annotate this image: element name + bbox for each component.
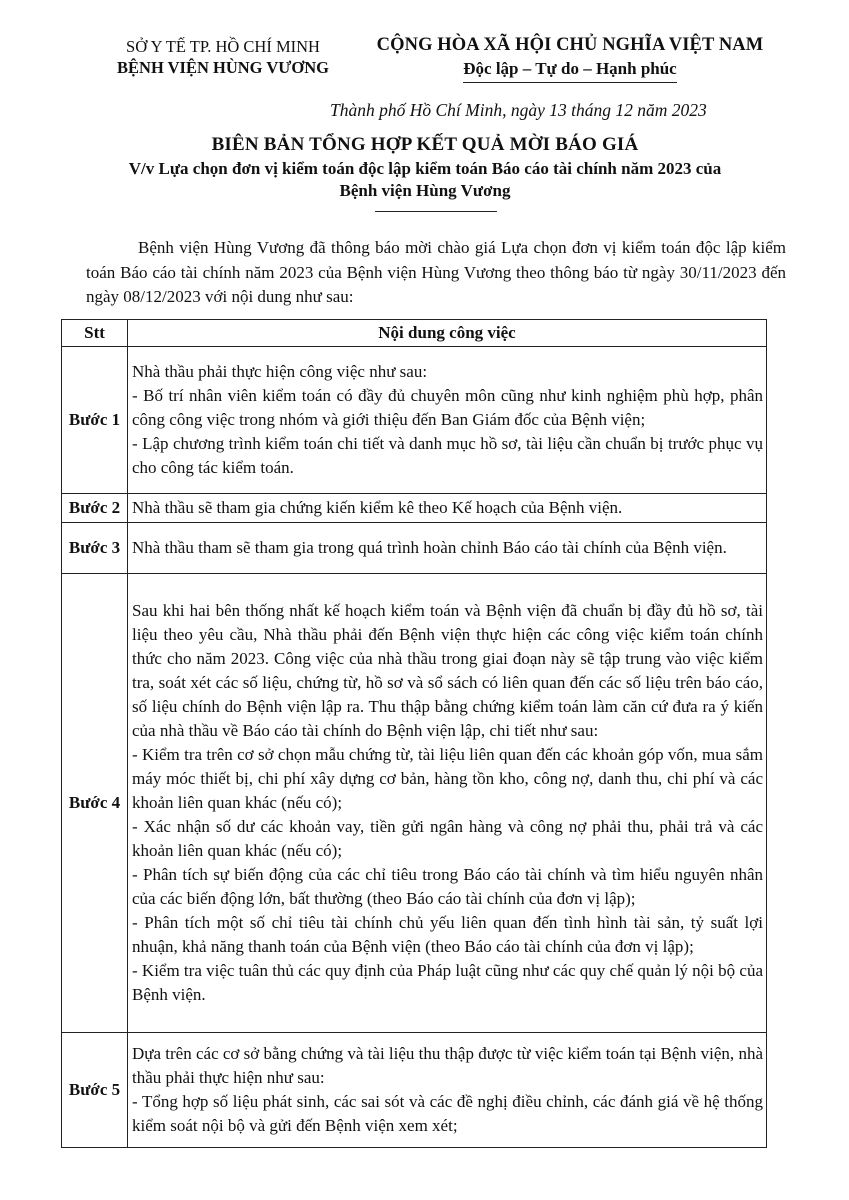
title-subject-line1: V/v Lựa chọn đơn vị kiểm toán độc lập kiểm toán Báo cáo tài chính năm 2023 của (128, 159, 722, 178)
national-heading (360, 34, 780, 83)
step-label: Bước 2 (62, 494, 128, 523)
step-label: Bước 1 (62, 347, 128, 494)
document-date: Thành phố Hồ Chí Minh, ngày 13 tháng 12 năm 2023 (330, 100, 707, 120)
content-line: Nhà thầu sẽ tham gia chứng kiến kiểm kê theo Kế hoạch của Bệnh viện. (132, 498, 623, 517)
content-line: - Lập chương trình kiểm toán chi tiết và danh mục hồ sơ, tài liệu cần chuẩn bị trước phục vụ cho công tác kiểm toán. (132, 434, 763, 477)
table-row (62, 347, 767, 494)
title-divider (375, 211, 497, 212)
table-row (62, 1033, 767, 1148)
motto-block (463, 57, 676, 83)
content-line: Nhà thầu tham sẽ tham gia trong quá trình hoàn chỉnh Báo cáo tài chính của Bệnh viện. (132, 538, 727, 557)
content-line: - Phân tích sự biến động của các chỉ tiêu trong Báo cáo tài chính và tìm hiểu nguyên nhân của các biến động lớn, bất thường (theo Báo cáo tài chính của đơn vị lập); (132, 865, 763, 908)
table-row (62, 574, 767, 1033)
column-header-content: Nội dung công việc (128, 320, 767, 347)
nation-name: CỘNG HÒA XÃ HỘI CHỦ NGHĨA VIỆT NAM (376, 35, 764, 55)
step-label: Bước 5 (62, 1033, 128, 1148)
step-content (128, 347, 767, 494)
table-row (62, 494, 767, 523)
step-label: Bước 4 (62, 574, 128, 1033)
content-line: - Bố trí nhân viên kiểm toán có đầy đủ chuyên môn cũng như kinh nghiệm phù hợp, phân công công việc trong nhóm và giới thiệu đến Ban Giám đốc của Bệnh viện; (132, 386, 763, 429)
step-content (128, 494, 767, 523)
step-label: Bước 3 (62, 523, 128, 574)
table-header-row (62, 320, 767, 347)
step-content (128, 574, 767, 1033)
document-title (80, 132, 770, 202)
content-line: - Kiểm tra việc tuân thủ các quy định của Pháp luật cũng như các quy chế quản lý nội bộ của Bệnh viện. (132, 961, 763, 1004)
table-row (62, 523, 767, 574)
column-header-stt: Stt (62, 320, 128, 347)
content-line: Dựa trên các cơ sở bằng chứng và tài liệu thu thập được từ việc kiểm toán tại Bệnh viện, nhà thầu phải thực hiện như sau: (132, 1044, 763, 1087)
content-line: Nhà thầu phải thực hiện công việc như sau: (132, 362, 428, 381)
work-steps-table (61, 319, 767, 1148)
content-line: - Tổng hợp số liệu phát sinh, các sai sót và các đề nghị điều chỉnh, các đánh giá về hệ thống kiểm soát nội bộ và gửi đến Bệnh viện xem xét; (132, 1092, 763, 1135)
content-line: - Kiểm tra trên cơ sở chọn mẫu chứng từ, tài liệu liên quan đến các khoản góp vốn, mua sắm máy móc thiết bị, chi phí xây dựng cơ bản, hàng tồn kho, công nợ, danh thu, chi phí và các khoản liên quan khác (nếu có); (132, 745, 763, 812)
title-main: BIÊN BẢN TỔNG HỢP KẾT QUẢ MỜI BÁO GIÁ (211, 134, 639, 155)
step-content (128, 523, 767, 574)
content-line: - Xác nhận số dư các khoản vay, tiền gửi ngân hàng và công nợ phải thu, phải trả và các khoản liên quan khác (nếu có); (132, 817, 763, 860)
content-line: - Phân tích một số chỉ tiêu tài chính chủ yếu liên quan đến tình hình tài sản, tỷ suất lợi nhuận, khả năng thanh toán của Bệnh viện (theo Báo cáo tài chính của đơn vị lập); (132, 913, 763, 956)
intro-paragraph: Bệnh viện Hùng Vương đã thông báo mời chào giá Lựa chọn đơn vị kiểm toán độc lập kiểm toán Báo cáo tài chính năm 2023 của Bệnh viện Hùng Vương theo thông báo từ ngày 30/11/2023 đến ngày 08/12/2023 với nội dung như sau: (86, 238, 786, 306)
national-motto: Độc lập – Tự do – Hạnh phúc (463, 59, 677, 78)
department-name: SỞ Y TẾ TP. HỒ CHÍ MINH (126, 37, 320, 56)
step-content (128, 1033, 767, 1148)
hospital-name: BỆNH VIỆN HÙNG VƯƠNG (117, 58, 329, 77)
issuing-organization (98, 36, 348, 78)
content-line: Sau khi hai bên thống nhất kế hoạch kiểm toán và Bệnh viện đã chuẩn bị đầy đủ hồ sơ, tài liệu theo yêu cầu, Nhà thầu phải đến Bệnh viện thực hiện các công việc kiểm toán chính thức cho năm 2023. Công việc của nhà thầu trong giai đoạn này sẽ tập trung vào việc kiểm tra, soát xét các số liệu, chứng từ, hồ sơ và sổ sách có liên quan đến các số liệu trên báo cáo, số liệu chính do Bệnh viện lập ra. Thu thập bằng chứng kiểm toán làm căn cứ đưa ra ý kiến của nhà thầu về Báo cáo tài chính do Bệnh viện lập, chi tiết như sau: (132, 601, 763, 740)
motto-underline (463, 82, 676, 83)
title-subject-line2: Bệnh viện Hùng Vương (339, 181, 511, 200)
